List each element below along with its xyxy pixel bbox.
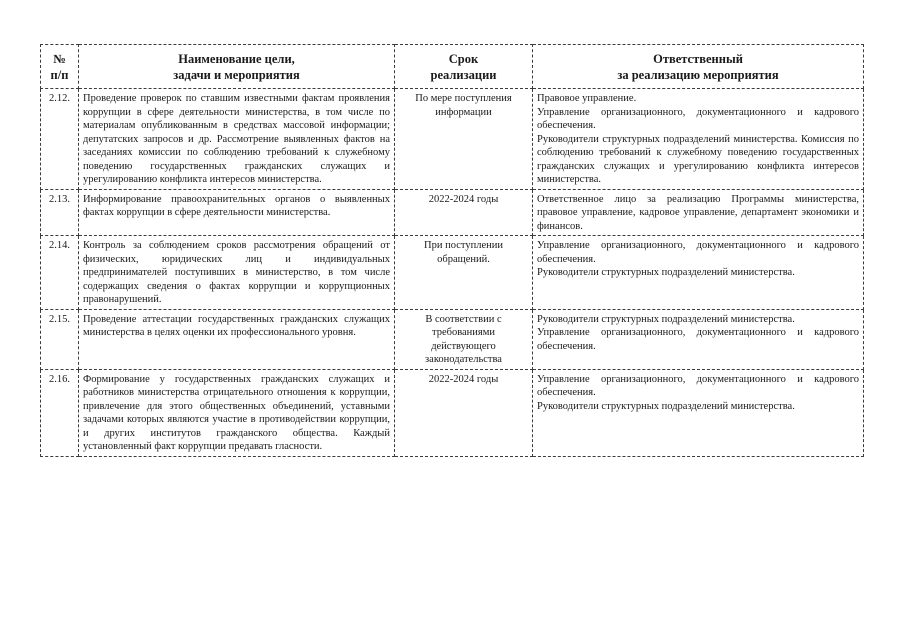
responsible-line: Управление организационного, документационного и кадрового обеспечения. [537, 240, 859, 265]
row-description: Формирование у государственных гражданских служащих и работников министерства отрицательного отношения к коррупции, привлечение для этого общественных объединений, уставными задачами которых являются участие в противодействии коррупции, и других институтов гражданского общества. Каждый установленный факт коррупции предавать гласности. [79, 369, 395, 456]
row-description: Проведение аттестации государственных гражданских служащих министерства в целях оценки их профессионального уровня. [79, 309, 395, 369]
row-term: При поступлении обращений. [395, 236, 533, 310]
row-number: 2.12. [41, 89, 79, 190]
header-number [41, 45, 79, 89]
row-responsible [533, 89, 864, 190]
row-term: 2022-2024 годы [395, 369, 533, 456]
row-term: По мере поступления информации [395, 89, 533, 190]
row-description: Информирование правоохранительных органов о выявленных фактах коррупции в сфере деятельности министерства. [79, 189, 395, 236]
row-number: 2.16. [41, 369, 79, 456]
responsible-line: Руководители структурных подразделений министерства. [537, 267, 795, 278]
row-term: В соответствии с требованиями действующего законодательства [395, 309, 533, 369]
row-responsible [533, 236, 864, 310]
measures-table [40, 44, 864, 457]
row-responsible [533, 309, 864, 369]
row-description: Проведение проверок по ставшим известными фактам проявления коррупции в сфере деятельности министерства, в том числе по материалам опубликованным в средствах массовой информации; депутатских запросов и др. Рассмотрение выявленных фактов на заседаниях комиссии по соблюдению требований к служебному поведению государственных гражданских служащих и урегулированию конфликта интересов министерства. [79, 89, 395, 190]
header-number-line1: № [53, 52, 66, 66]
row-responsible [533, 369, 864, 456]
responsible-line: Правовое управление. [537, 93, 637, 104]
row-description: Контроль за соблюдением сроков рассмотрения обращений от физических, юридических лиц и индивидуальных предпринимателей поступивших в министерство, в том числе содержащих сведения о фактах коррупции и коррупционных правонарушений. [79, 236, 395, 310]
table-row [41, 236, 864, 310]
responsible-line: Руководители структурных подразделений министерства. [537, 400, 795, 412]
header-responsible-line1: Ответственный [653, 52, 743, 66]
header-term-line1: Срок [448, 52, 479, 66]
responsible-line: Управление организационного, документационного и кадрового обеспечения. [537, 106, 859, 131]
table-row [41, 369, 864, 456]
header-term [395, 45, 533, 89]
row-term: 2022-2024 годы [395, 189, 533, 236]
responsible-line: Управление организационного, документационного и кадрового обеспечения. [537, 327, 859, 352]
responsible-line: Управление организационного, документационного и кадрового обеспечения. [537, 373, 859, 398]
header-responsible [533, 45, 864, 89]
table-header-row [41, 45, 864, 89]
row-number: 2.14. [41, 236, 79, 310]
header-name-line1: Наименование цели, [178, 52, 295, 66]
header-term-line2: реализации [430, 68, 497, 82]
responsible-line: Руководители структурных подразделений министерства. Комиссия по соблюдению требований к служебному поведению государственных гражданских служащих и урегулированию конфликта интересов министерства. [537, 133, 859, 185]
header-name [79, 45, 395, 89]
row-responsible [533, 189, 864, 236]
header-name-line2: задачи и мероприятия [173, 68, 300, 82]
responsible-line: Ответственное лицо за реализацию Программы министерства, правовое управление, кадровое управление, департамент экономики и финансов. [537, 193, 859, 232]
header-number-line2: п/п [50, 68, 69, 82]
table-row [41, 189, 864, 236]
table-row [41, 89, 864, 190]
header-responsible-line2: за реализацию мероприятия [617, 68, 779, 82]
table-row [41, 309, 864, 369]
row-number: 2.13. [41, 189, 79, 236]
responsible-line: Руководители структурных подразделений министерства. [537, 313, 795, 325]
row-number: 2.15. [41, 309, 79, 369]
